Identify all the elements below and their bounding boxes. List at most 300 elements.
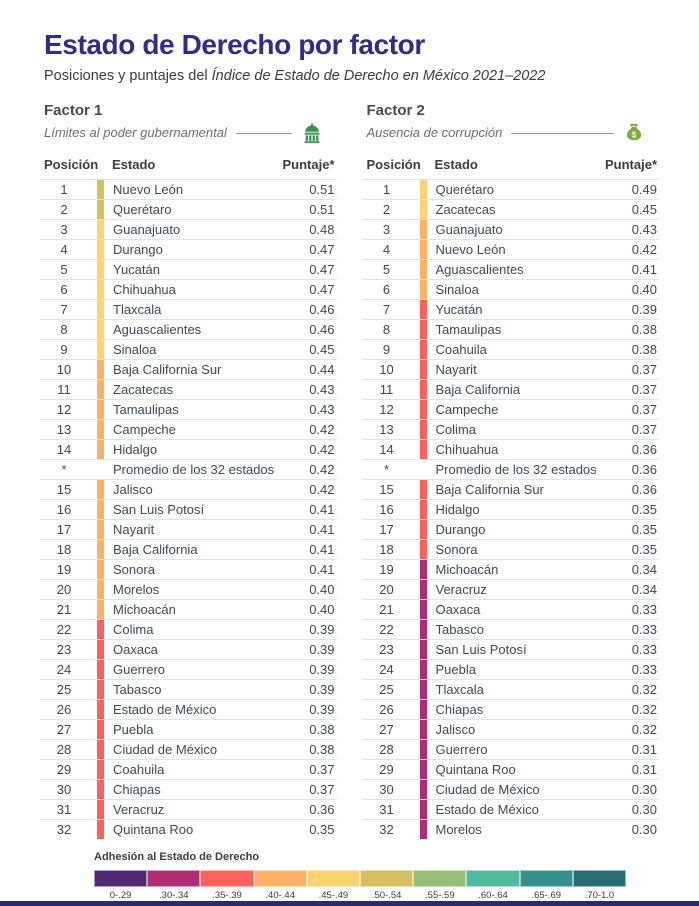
state-cell: Sinaloa: [113, 341, 157, 357]
legend-segment: [307, 870, 360, 887]
score-cell: 0.51: [309, 201, 335, 217]
table-row: [40, 459, 337, 479]
score-cell: 0.43: [309, 401, 335, 417]
table-row: [40, 559, 337, 579]
state-cell: Chiapas: [435, 701, 484, 717]
score-cell: 0.39: [309, 701, 335, 717]
score-cell: 0.36: [631, 441, 657, 457]
score-color-chip: [97, 760, 104, 779]
score-cell: 0.43: [309, 381, 335, 397]
state-cell: Tamaulipas: [435, 321, 502, 337]
rank-cell: 18: [56, 541, 72, 557]
factor-1-column-headers: [40, 157, 337, 179]
score-cell: 0.46: [309, 301, 335, 317]
state-cell: Guerrero: [113, 661, 166, 677]
state-cell: Promedio de los 32 estados: [113, 461, 275, 477]
state-cell: Ciudad de México: [435, 781, 540, 797]
score-cell: 0.45: [631, 201, 657, 217]
score-color-chip: [420, 540, 427, 559]
legend-segment: [413, 870, 466, 887]
rank-cell: 22: [56, 621, 72, 637]
table-row: [363, 499, 660, 519]
capitol-building-icon: [301, 122, 323, 144]
factor-1-title: Factor 1: [44, 101, 103, 119]
factor-1-subtitle-row: [40, 122, 337, 144]
state-cell: Oaxaca: [113, 641, 158, 657]
state-cell: Colima: [113, 621, 154, 637]
score-cell: 0.35: [631, 521, 657, 537]
table-row: [40, 739, 337, 759]
score-cell: 0.42: [309, 461, 335, 477]
score-color-chip: [420, 200, 427, 219]
rank-cell: 5: [382, 261, 391, 277]
page-header: [0, 0, 699, 84]
state-cell: Aguascalientes: [435, 261, 524, 277]
state-cell: Veracruz: [435, 581, 487, 597]
score-cell: 0.32: [631, 701, 657, 717]
score-cell: 0.41: [309, 541, 335, 557]
score-cell: 0.40: [309, 601, 335, 617]
state-cell: Zacatecas: [435, 201, 496, 217]
table-row: [40, 719, 337, 739]
table-row: [363, 399, 660, 419]
table-row: [363, 719, 660, 739]
score-cell: 0.39: [309, 641, 335, 657]
score-color-chip: [420, 720, 427, 739]
score-cell: 0.30: [631, 821, 657, 837]
rank-cell: 15: [379, 481, 394, 497]
state-cell: Durango: [435, 521, 486, 537]
table-row: [40, 519, 337, 539]
legend-segment-label: .60-.64: [478, 890, 508, 901]
state-cell: Chihuahua: [113, 281, 176, 297]
table-row: [363, 179, 660, 199]
column-header-state: Estado: [112, 156, 156, 172]
table-row: [40, 799, 337, 819]
score-color-chip: [97, 240, 104, 259]
table-row: [40, 359, 337, 379]
state-cell: Tabasco: [435, 621, 484, 637]
score-cell: 0.31: [631, 761, 657, 777]
state-cell: Sonora: [113, 561, 155, 577]
legend-labels: [94, 890, 626, 901]
score-color-chip: [97, 340, 104, 359]
rank-cell: 32: [379, 821, 394, 837]
subtitle-prefix: Posiciones y puntajes del: [44, 67, 212, 84]
score-color-chip: [97, 540, 104, 559]
state-cell: Estado de México: [113, 701, 217, 717]
column-header-state: Estado: [434, 156, 478, 172]
table-row: [363, 739, 660, 759]
rank-cell: 28: [379, 741, 394, 757]
state-cell: Baja California: [435, 381, 521, 397]
table-row: [363, 519, 660, 539]
rank-cell: 5: [60, 261, 68, 277]
score-cell: 0.37: [631, 381, 657, 397]
rank-cell: 19: [56, 561, 72, 577]
score-cell: 0.42: [309, 441, 335, 457]
score-color-chip: [97, 280, 104, 299]
score-cell: 0.39: [309, 681, 335, 697]
score-cell: 0.33: [631, 601, 657, 617]
score-color-chip: [97, 560, 104, 579]
rank-cell: 13: [379, 421, 394, 437]
rank-cell: 22: [379, 621, 394, 637]
money-bag-icon: [623, 122, 645, 144]
rank-cell: 23: [56, 641, 72, 657]
score-cell: 0.32: [631, 721, 657, 737]
column-header-score: Puntaje*: [604, 156, 657, 172]
score-cell: 0.39: [631, 301, 657, 317]
score-color-chip: [420, 780, 427, 799]
page-subtitle: [44, 68, 655, 84]
rank-cell: 10: [56, 361, 72, 377]
score-cell: 0.46: [309, 321, 335, 337]
state-cell: Tlaxcala: [435, 681, 484, 697]
score-cell: 0.40: [309, 581, 335, 597]
rank-cell: 14: [379, 441, 394, 457]
rank-cell: 32: [56, 821, 72, 837]
state-cell: Querétaro: [435, 181, 495, 197]
table-row: [363, 539, 660, 559]
factor-2-subtitle: Ausencia de corrupción: [366, 125, 503, 141]
horizontal-rule: [511, 133, 614, 134]
state-cell: Guanajuato: [113, 221, 181, 237]
rank-cell: 29: [379, 761, 394, 777]
table-row: [40, 599, 337, 619]
state-cell: Aguascalientes: [113, 321, 202, 337]
table-row: [363, 699, 660, 719]
rank-cell: 26: [56, 701, 72, 717]
legend-segment: [520, 870, 573, 887]
subtitle-italic: Índice de Estado de Derecho en México 2021–2022: [211, 67, 546, 84]
state-cell: San Luis Potosí: [435, 641, 527, 657]
score-color-chip: [420, 660, 427, 679]
state-cell: Nayarit: [113, 521, 155, 537]
score-color-chip: [97, 420, 104, 439]
state-cell: Hidalgo: [113, 441, 158, 457]
factor-2-column: [363, 102, 660, 839]
score-color-chip: [97, 500, 104, 519]
factor-columns: [0, 102, 699, 839]
footer-accent-bar: [0, 901, 699, 906]
legend-color-bar: [94, 870, 626, 887]
rank-cell: *: [383, 461, 390, 477]
table-row: [363, 779, 660, 799]
score-color-chip: [420, 820, 427, 839]
legend-segment: [94, 870, 147, 887]
state-cell: Sonora: [435, 541, 478, 557]
rank-cell: 4: [382, 241, 391, 257]
table-row: [40, 339, 337, 359]
score-cell: 0.39: [309, 621, 335, 637]
score-cell: 0.37: [631, 361, 657, 377]
factor-2-subtitle-row: [363, 122, 660, 144]
table-row: [40, 579, 337, 599]
score-color-chip: [97, 360, 104, 379]
score-cell: 0.37: [309, 781, 335, 797]
score-color-chip: [420, 240, 427, 259]
table-row: [363, 339, 660, 359]
rank-cell: 17: [379, 521, 394, 537]
state-cell: Baja California Sur: [435, 481, 544, 497]
rank-cell: 25: [56, 681, 72, 697]
legend-segment-label: .70-1.0: [584, 890, 615, 901]
score-color-chip: [97, 780, 104, 799]
table-row: [363, 359, 660, 379]
score-color-chip: [420, 620, 427, 639]
table-row: [363, 679, 660, 699]
table-row: [363, 799, 660, 819]
rank-cell: 6: [382, 281, 391, 297]
score-cell: 0.47: [309, 261, 335, 277]
score-cell: 0.47: [309, 281, 335, 297]
score-cell: 0.32: [631, 681, 657, 697]
rank-cell: 25: [379, 681, 394, 697]
state-cell: Nayarit: [435, 361, 477, 377]
table-row: [363, 459, 660, 479]
score-color-chip: [97, 680, 104, 699]
state-cell: Tlaxcala: [113, 301, 162, 317]
score-cell: 0.42: [631, 241, 657, 257]
score-color-chip: [97, 800, 104, 819]
rank-cell: 27: [56, 721, 72, 737]
table-row: [363, 219, 660, 239]
factor-1-subtitle: Límites al poder gubernamental: [44, 125, 227, 141]
score-color-chip: [420, 760, 427, 779]
rank-cell: 8: [382, 321, 391, 337]
table-row: [40, 479, 337, 499]
score-cell: 0.37: [631, 421, 657, 437]
table-row: [363, 319, 660, 339]
rank-cell: 28: [56, 741, 72, 757]
rank-cell: 11: [379, 381, 394, 397]
score-color-chip: [97, 600, 104, 619]
score-color-chip: [420, 800, 427, 819]
score-cell: 0.30: [631, 801, 657, 817]
rank-cell: 3: [382, 221, 391, 237]
state-cell: Nuevo León: [113, 181, 184, 197]
rank-cell: 1: [382, 181, 391, 197]
factor-1-table: [40, 179, 337, 839]
rank-cell: 4: [60, 241, 68, 257]
score-cell: 0.36: [631, 481, 657, 497]
legend-segment: [360, 870, 413, 887]
rank-cell: 2: [60, 201, 68, 217]
score-color-chip: [97, 300, 104, 319]
state-cell: Campeche: [435, 401, 499, 417]
rank-cell: 7: [382, 301, 391, 317]
table-row: [363, 819, 660, 839]
score-cell: 0.35: [631, 501, 657, 517]
table-row: [40, 319, 337, 339]
table-row: [363, 259, 660, 279]
state-cell: Tabasco: [113, 681, 162, 697]
legend-segment: [254, 870, 307, 887]
state-cell: Querétaro: [113, 201, 172, 217]
score-color-chip: [420, 260, 427, 279]
column-header-position: Posición: [44, 156, 99, 172]
state-cell: Chihuahua: [435, 441, 499, 457]
table-row: [363, 199, 660, 219]
score-cell: 0.38: [309, 721, 335, 737]
score-cell: 0.47: [309, 241, 335, 257]
page-title: Estado de Derecho por factor: [44, 29, 425, 60]
state-cell: Estado de México: [435, 801, 539, 817]
rank-cell: 16: [379, 501, 394, 517]
state-cell: Sinaloa: [435, 281, 479, 297]
table-row: [40, 259, 337, 279]
score-color-chip: [420, 360, 427, 379]
score-cell: 0.33: [631, 641, 657, 657]
table-row: [363, 239, 660, 259]
state-cell: Jalisco: [113, 481, 153, 497]
table-row: [40, 399, 337, 419]
state-cell: Oaxaca: [435, 601, 481, 617]
score-color-chip: [420, 680, 427, 699]
score-cell: 0.34: [631, 581, 657, 597]
rank-cell: 7: [60, 301, 68, 317]
table-row: [40, 779, 337, 799]
state-cell: Guanajuato: [435, 221, 503, 237]
table-row: [40, 239, 337, 259]
rank-cell: 8: [60, 321, 68, 337]
factor-1-column: [40, 102, 337, 839]
rank-cell: 11: [57, 381, 71, 397]
legend-segment-label: .50-.54: [371, 890, 402, 901]
table-row: [40, 419, 337, 439]
table-row: [40, 539, 337, 559]
rank-cell: 17: [56, 521, 72, 537]
score-color-chip: [420, 480, 427, 499]
table-row: [363, 279, 660, 299]
state-cell: Tamaulipas: [113, 401, 179, 417]
state-cell: Baja California: [113, 541, 198, 557]
score-color-chip: [420, 400, 427, 419]
score-color-chip: [420, 740, 427, 759]
table-row: [363, 439, 660, 459]
rank-cell: 26: [379, 701, 394, 717]
state-cell: Coahuila: [435, 341, 487, 357]
score-cell: 0.31: [631, 741, 657, 757]
state-cell: Chiapas: [113, 781, 161, 797]
state-cell: Morelos: [113, 581, 160, 597]
score-color-chip: [97, 380, 104, 399]
score-cell: 0.35: [309, 821, 335, 837]
rank-cell: 21: [56, 601, 72, 617]
table-row: [40, 219, 337, 239]
score-color-chip: [97, 660, 104, 679]
state-cell: Coahuila: [113, 761, 165, 777]
rank-cell: 13: [56, 421, 72, 437]
legend-segment: [466, 870, 519, 887]
score-color-chip: [97, 440, 104, 459]
factor-2-column-headers: [363, 157, 660, 179]
score-color-chip: [97, 200, 104, 219]
table-row: [40, 699, 337, 719]
rank-cell: 6: [60, 281, 68, 297]
score-color-chip: [420, 280, 427, 299]
rank-cell: 18: [379, 541, 394, 557]
score-color-chip: [97, 400, 104, 419]
score-cell: 0.36: [631, 461, 657, 477]
score-color-chip: [97, 480, 104, 499]
rank-cell: 19: [379, 561, 394, 577]
legend-segment-label: 0-.29: [109, 890, 132, 901]
table-row: [40, 499, 337, 519]
score-color-chip: [420, 580, 427, 599]
state-cell: Veracruz: [113, 801, 165, 817]
table-row: [363, 599, 660, 619]
state-cell: Yucatán: [435, 301, 483, 317]
table-row: [40, 299, 337, 319]
score-cell: 0.38: [631, 341, 657, 357]
score-cell: 0.37: [309, 761, 335, 777]
rank-cell: 30: [379, 781, 394, 797]
rank-cell: 12: [56, 401, 72, 417]
table-row: [363, 579, 660, 599]
rank-cell: 2: [382, 201, 391, 217]
legend-segment: [573, 870, 626, 887]
score-color-chip: [420, 640, 427, 659]
legend-segment-label: .55-.59: [425, 890, 455, 901]
state-cell: San Luis Potosí: [113, 501, 205, 517]
score-cell: 0.34: [631, 561, 657, 577]
score-color-chip: [97, 620, 104, 639]
score-color-chip: [97, 740, 104, 759]
state-cell: Jalisco: [435, 721, 476, 737]
rank-cell: 31: [56, 801, 72, 817]
column-header-position: Posición: [366, 156, 421, 172]
score-cell: 0.38: [631, 321, 657, 337]
rank-cell: *: [61, 461, 67, 477]
score-cell: 0.42: [309, 481, 335, 497]
score-cell: 0.44: [309, 361, 335, 377]
horizontal-rule: [236, 133, 292, 134]
score-color-chip: [97, 720, 104, 739]
score-color-chip: [420, 220, 427, 239]
score-color-chip: [97, 180, 104, 199]
legend-segment-label: .35-.39: [212, 890, 242, 901]
rank-cell: 24: [56, 661, 72, 677]
rank-cell: 29: [56, 761, 72, 777]
state-cell: Baja California Sur: [113, 361, 222, 377]
legend-segment-label: .40-.44: [265, 890, 295, 901]
score-cell: 0.41: [309, 521, 335, 537]
score-color-chip: [97, 520, 104, 539]
state-cell: Ciudad de México: [113, 741, 218, 757]
table-row: [40, 379, 337, 399]
score-color-chip: [420, 320, 427, 339]
state-cell: Campeche: [113, 421, 176, 437]
rank-cell: 20: [379, 581, 394, 597]
rank-cell: 12: [379, 401, 394, 417]
score-cell: 0.37: [631, 401, 657, 417]
score-color-chip: [420, 380, 427, 399]
rank-cell: 24: [379, 661, 394, 677]
score-color-chip: [420, 500, 427, 519]
legend-segment-label: .45-.49: [318, 890, 349, 901]
state-cell: Quintana Roo: [113, 821, 194, 837]
score-color-chip: [420, 420, 427, 439]
legend-segment: [200, 870, 253, 887]
score-cell: 0.43: [631, 221, 657, 237]
score-color-chip: [420, 180, 427, 199]
state-cell: Hidalgo: [435, 501, 480, 517]
table-row: [40, 199, 337, 219]
score-color-chip: [97, 700, 104, 719]
state-cell: Michoacán: [435, 561, 499, 577]
